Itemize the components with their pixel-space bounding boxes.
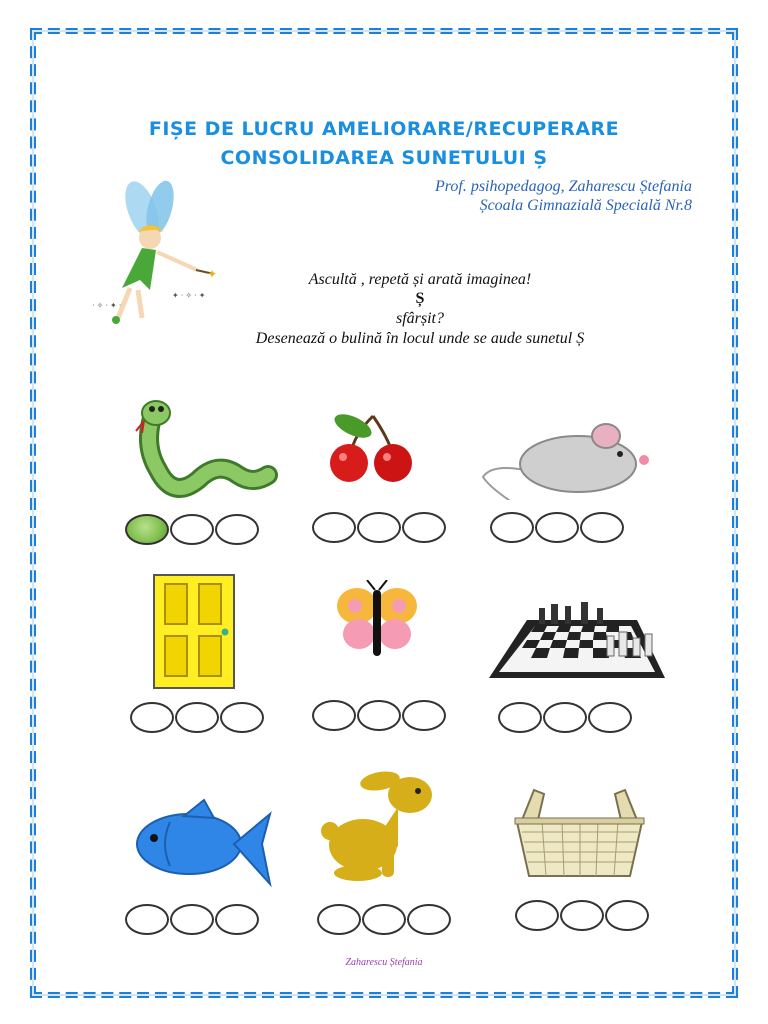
answer-circle[interactable] <box>580 512 624 543</box>
instruction-line-4: Desenează o bulină în locul unde se aude sunetul Ș <box>255 330 585 347</box>
answer-circle[interactable] <box>362 904 406 935</box>
sound-circles <box>515 900 650 931</box>
cherries-icon <box>325 408 420 483</box>
door-icon <box>153 574 235 689</box>
answer-circle[interactable] <box>588 702 632 733</box>
answer-circle[interactable] <box>130 702 174 733</box>
basket-icon <box>512 786 647 878</box>
answer-circle[interactable] <box>605 900 649 931</box>
answer-circle[interactable] <box>220 702 264 733</box>
answer-circle[interactable] <box>535 512 579 543</box>
instruction-line-3: sfârșit? <box>395 310 444 327</box>
answer-circle[interactable] <box>317 904 361 935</box>
sound-circles <box>498 702 633 733</box>
answer-circle[interactable] <box>357 700 401 731</box>
sound-circles <box>317 904 452 935</box>
answer-circle[interactable] <box>170 514 214 545</box>
answer-circle[interactable] <box>170 904 214 935</box>
answer-circle[interactable] <box>175 702 219 733</box>
answer-circle[interactable] <box>215 904 259 935</box>
answer-circle[interactable] <box>357 512 401 543</box>
answer-circle[interactable] <box>125 514 169 545</box>
title-line-2: CONSOLIDAREA SUNETULUI Ș <box>220 147 548 169</box>
answer-circle[interactable] <box>402 512 446 543</box>
instruction-line-1: Ascultă , repetă și arată imaginea! <box>308 271 532 288</box>
answer-circle[interactable] <box>125 904 169 935</box>
sound-circles <box>130 702 265 733</box>
rabbit-icon <box>318 765 440 887</box>
sound-circles <box>125 904 260 935</box>
author-school: Școala Gimnazială Specială Nr.8 <box>479 197 692 214</box>
svg-text:✦: ✦ <box>207 267 218 281</box>
answer-circle[interactable] <box>312 512 356 543</box>
answer-circle[interactable] <box>407 904 451 935</box>
butterfly-icon <box>335 580 419 658</box>
answer-circle[interactable] <box>498 702 542 733</box>
sound-circles <box>312 700 447 731</box>
svg-text:· ✧ · ✦ ·: · ✧ · ✦ · <box>92 301 122 310</box>
sound-circles <box>125 514 260 545</box>
sound-circles <box>490 512 625 543</box>
title-line-1: FIȘE DE LUCRU AMELIORARE/RECUPERARE <box>148 118 620 140</box>
snake-icon <box>128 395 278 510</box>
answer-circle[interactable] <box>515 900 559 931</box>
author-name: Prof. psihopedagog, Zaharescu Ștefania <box>434 178 692 195</box>
answer-circle[interactable] <box>543 702 587 733</box>
answer-circle[interactable] <box>215 514 259 545</box>
answer-circle[interactable] <box>490 512 534 543</box>
mouse-icon <box>478 422 656 500</box>
chessboard-icon <box>487 590 667 688</box>
svg-text:✦ · ✧ · ✦: ✦ · ✧ · ✦ <box>172 291 206 300</box>
fish-icon <box>134 798 274 890</box>
instruction-line-2: Ș <box>415 290 425 307</box>
footer-author: Zaharescu Ștefania <box>345 957 423 968</box>
answer-circle[interactable] <box>402 700 446 731</box>
sound-circles <box>312 512 447 543</box>
answer-circle[interactable] <box>560 900 604 931</box>
answer-circle[interactable] <box>312 700 356 731</box>
